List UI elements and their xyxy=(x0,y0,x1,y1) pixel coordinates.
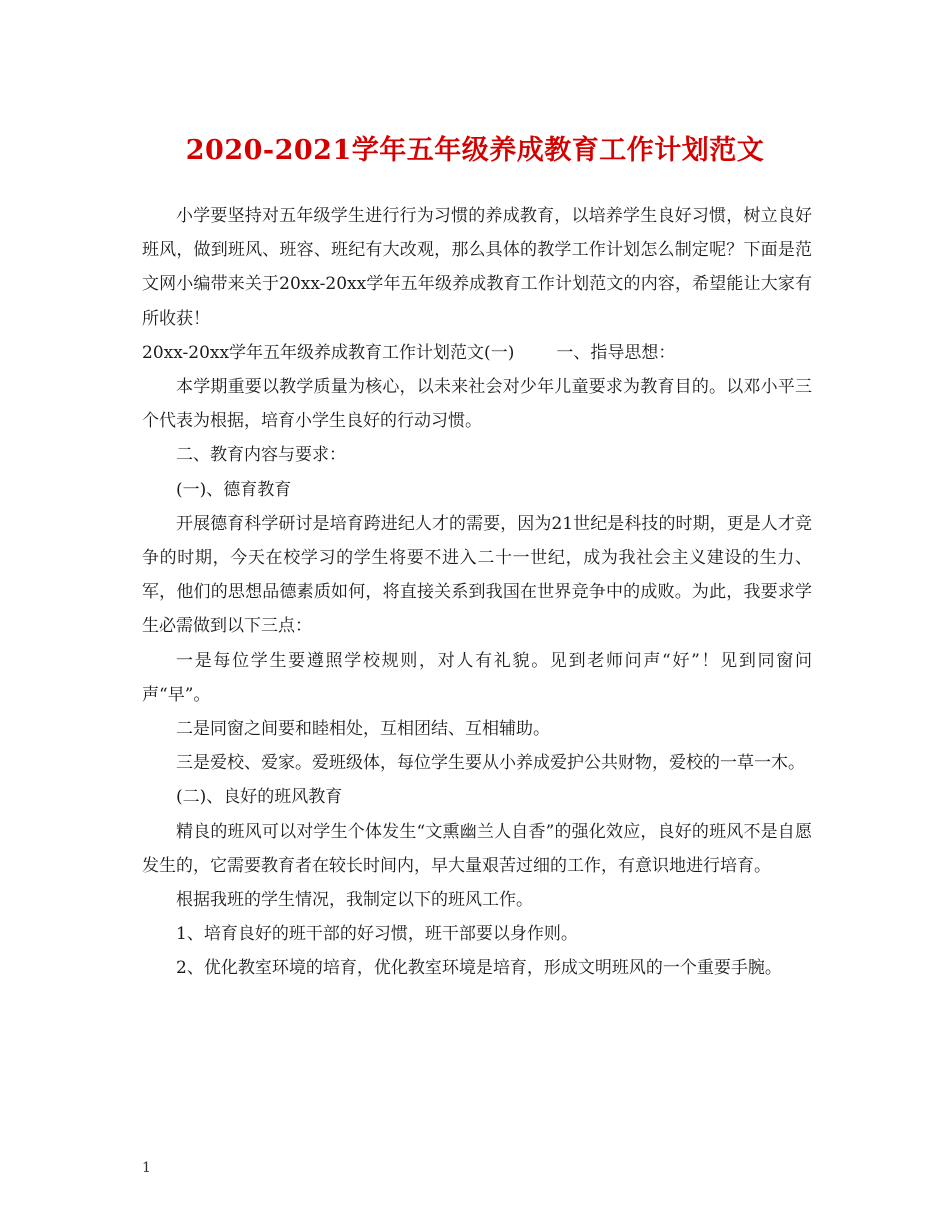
list-item-point-three: 三是爱校、爱家。爱班级体，每位学生要从小养成爱护公共财物，爱校的一草一木。 xyxy=(176,753,805,774)
heading-content-requirements: 二、教育内容与要求： xyxy=(176,445,346,466)
section-heading-guiding: 一、指导思想： xyxy=(556,342,676,363)
document-title: 2020-2021学年五年级养成教育工作计划范文 xyxy=(185,135,765,166)
list-item-cadres: 1、培育良好的班干部的好习惯，班干部要以身作则。 xyxy=(176,924,578,945)
paragraph-class-plan: 根据我班的学生情况，我制定以下的班风工作。 xyxy=(176,890,533,911)
page-number: 1 xyxy=(142,1160,151,1176)
list-item-point-two: 二是同窗之间要和睦相处，互相团结、互相辅助。 xyxy=(176,719,550,740)
list-item-classroom: 2、优化教室环境的培育，优化教室环境是培育，形成文明班风的一个重要手腕。 xyxy=(176,958,782,979)
list-item-point-one: 一是每位学生要遵照学校规则，对人有礼貌。见到老师问声“好”！见到同窗问声“早”。 xyxy=(142,650,812,705)
section-heading-line xyxy=(142,336,812,370)
paragraph-guiding-thought: 本学期重要以教学质量为核心，以未来社会对少年儿童要求为教育目的。以邓小平三个代表为根据，培育小学生良好的行动习惯。 xyxy=(142,377,812,432)
paragraph-moral-education: 开展德育科学研讨是培育跨进纪人才的需要，因为21世纪是科技的时期，更是人才竞争的时期，今天在校学习的学生将要不进入二十一世纪，成为我社会主义建设的生力、军，他们的思想品德素质如何，将直接关系到我国在世界竞争中的成败。为此，我要求学生必需做到以下三点： xyxy=(142,513,812,637)
paragraph-class-style: 精良的班风可以对学生个体发生“文熏幽兰人自香”的强化效应，良好的班风不是自愿发生的，它需要教育者在较长时间内，早大量艰苦过细的工作，有意识地进行培育。 xyxy=(142,821,812,876)
section-heading-title: 20xx-20xx学年五年级养成教育工作计划范文(一) xyxy=(142,342,515,363)
intro-paragraph: 小学要坚持对五年级学生进行行为习惯的养成教育，以培养学生良好习惯，树立良好班风，做到班风、班容、班纪有大改观，那么具体的教学工作计划怎么制定呢？下面是范文网小编带来关于20xx-20xx学年五年级养成教育工作计划范文的内容，希望能让大家有所收获！ xyxy=(142,206,812,329)
heading-class-style: (二)、良好的班风教育 xyxy=(176,787,343,808)
document-body xyxy=(142,199,812,986)
heading-moral-education: (一)、德育教育 xyxy=(176,479,292,500)
